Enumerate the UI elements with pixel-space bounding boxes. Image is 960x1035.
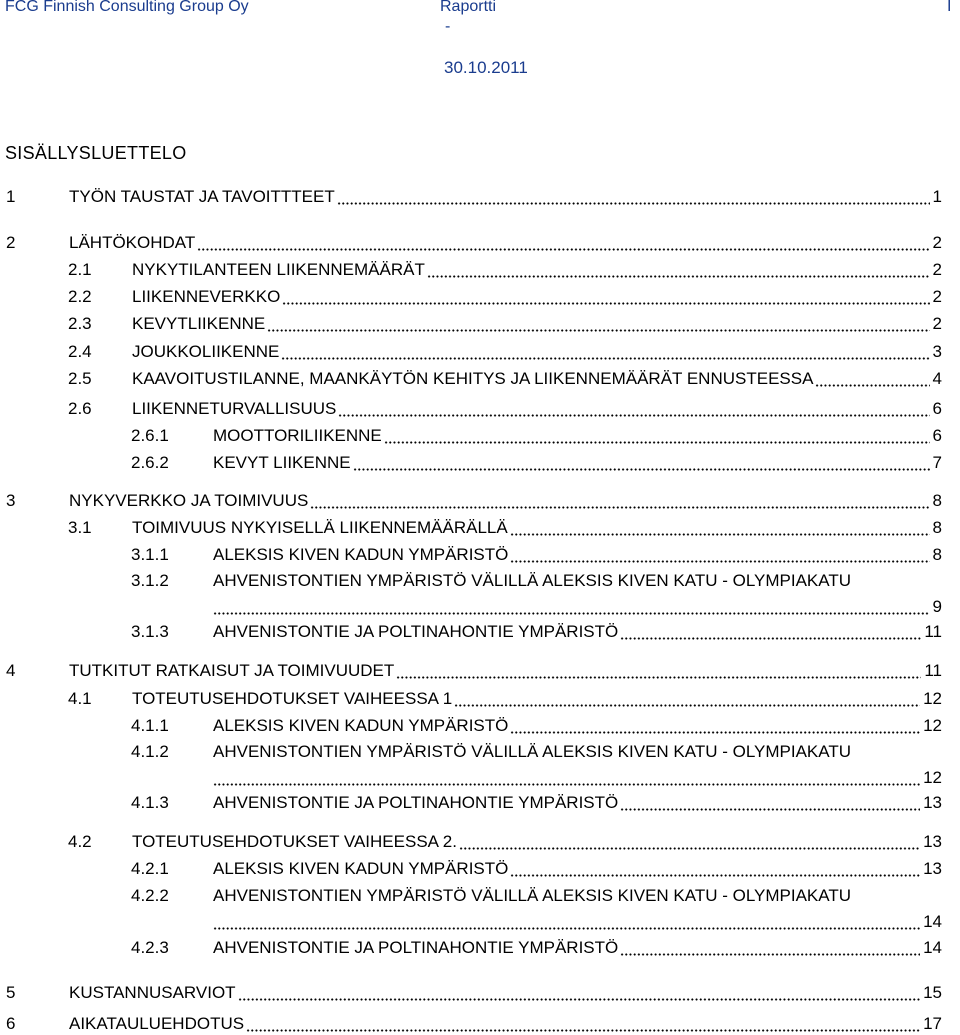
toc-entry-page: 9: [932, 597, 942, 616]
document-title: Raportti: [440, 0, 497, 15]
toc-entry[interactable]: [0, 517, 960, 539]
dot-leader: [459, 831, 920, 853]
toc-entry[interactable]: [0, 186, 960, 208]
toc-entry-number: 2.3: [68, 314, 92, 333]
toc-entry[interactable]: [0, 982, 960, 1004]
dot-leader: [213, 911, 920, 933]
toc-entry[interactable]: [0, 767, 960, 789]
toc-entry[interactable]: [0, 911, 960, 933]
toc-entry-number: 4.2: [68, 832, 92, 851]
toc-entry-title: AIKATAULUEHDOTUS: [69, 1014, 245, 1033]
toc-entry-number: 6: [6, 1014, 16, 1033]
dot-leader: [396, 660, 921, 682]
toc-entry[interactable]: [0, 885, 960, 907]
dot-leader: [815, 368, 930, 390]
toc-entry[interactable]: [0, 621, 960, 643]
toc-entry-page: 2: [932, 287, 942, 306]
toc-entry-page: 6: [932, 426, 942, 445]
dot-leader: [282, 286, 930, 308]
dot-leader: [310, 490, 930, 512]
toc-entry-page: 15: [923, 983, 942, 1002]
toc-entry[interactable]: [0, 596, 960, 618]
toc-entry-page: 12: [923, 768, 942, 787]
dot-leader: [620, 792, 920, 814]
page-marker: I: [947, 0, 952, 15]
toc-entry[interactable]: [0, 452, 960, 474]
toc-entry[interactable]: [0, 715, 960, 737]
toc-entry-title: NYKYTILANTEEN LIIKENNEMÄÄRÄT: [132, 260, 425, 279]
toc-entry-title: AHVENISTONTIE JA POLTINAHONTIE YMPÄRISTÖ: [213, 793, 619, 812]
dot-leader: [267, 313, 930, 335]
dot-leader: [620, 621, 921, 643]
toc-entry[interactable]: [0, 341, 960, 363]
dot-leader: [238, 982, 920, 1004]
toc-entry-title: TOTEUTUSEHDOTUKSET VAIHEESSA 1: [132, 689, 453, 708]
toc-entry-title: TOIMIVUUS NYKYISELLÄ LIIKENNEMÄÄRÄLLÄ: [132, 518, 508, 537]
toc-entry-number: 2.6: [68, 399, 92, 418]
toc-entry-title: ALEKSIS KIVEN KADUN YMPÄRISTÖ: [213, 716, 509, 735]
toc-entry-number: 2.6.1: [131, 426, 169, 445]
toc-entry[interactable]: [0, 831, 960, 853]
toc-entry-page: 3: [932, 342, 942, 361]
toc-entry-title: ALEKSIS KIVEN KADUN YMPÄRISTÖ: [213, 545, 509, 564]
dot-leader: [213, 596, 930, 618]
toc-entry-page: 14: [923, 912, 942, 931]
toc-entry[interactable]: [0, 858, 960, 880]
dot-leader: [353, 452, 930, 474]
toc-entry[interactable]: [0, 544, 960, 566]
toc-entry-page: 8: [932, 491, 942, 510]
toc-entry[interactable]: [0, 425, 960, 447]
dot-leader: [510, 858, 920, 880]
toc-entry-number: 2.2: [68, 287, 92, 306]
toc-entry[interactable]: [0, 937, 960, 959]
toc-entry[interactable]: [0, 286, 960, 308]
toc-entry[interactable]: [0, 368, 960, 390]
toc-entry-number: 2.1: [68, 260, 92, 279]
toc-entry[interactable]: [0, 792, 960, 814]
toc-entry-page: 2: [932, 233, 942, 252]
dot-leader: [510, 544, 930, 566]
toc-entry[interactable]: [0, 313, 960, 335]
toc-entry[interactable]: [0, 688, 960, 710]
toc-entry-title: AHVENISTONTIEN YMPÄRISTÖ VÄLILLÄ ALEKSIS KIVEN KATU - OLYMPIAKATU: [213, 742, 851, 761]
toc-entry-number: 3.1.3: [131, 622, 169, 641]
toc-entry-number: 3.1.1: [131, 545, 169, 564]
toc-entry[interactable]: [0, 570, 960, 592]
toc-entry-title: TUTKITUT RATKAISUT JA TOIMIVUUDET: [69, 661, 395, 680]
page-header: [0, 0, 960, 90]
toc-entry-page: 2: [932, 260, 942, 279]
toc-entry-page: 12: [923, 716, 942, 735]
toc-entry-page: 7: [932, 453, 942, 472]
dot-leader: [510, 715, 920, 737]
toc-entry-title: LÄHTÖKOHDAT: [69, 233, 196, 252]
document-date: 30.10.2011: [444, 58, 528, 77]
dot-leader: [620, 937, 920, 959]
toc-entry-number: 1: [6, 187, 16, 206]
toc-entry-page: 6: [932, 399, 942, 418]
toc-entry[interactable]: [0, 259, 960, 281]
toc-entry-page: 4: [932, 369, 942, 388]
toc-heading: SISÄLLYSLUETTELO: [5, 143, 187, 163]
toc-entry-number: 2.5: [68, 369, 92, 388]
toc-entry-number: 4: [6, 661, 16, 680]
toc-entry-page: 13: [923, 793, 942, 812]
toc-entry-title: KUSTANNUSARVIOT: [69, 983, 236, 1002]
dot-leader: [510, 517, 930, 539]
toc-entry[interactable]: [0, 398, 960, 420]
toc-entry-title: LIIKENNETURVALLISUUS: [132, 399, 337, 418]
toc-entry[interactable]: [0, 232, 960, 254]
toc-entry[interactable]: [0, 1013, 960, 1035]
toc-entry-title: ALEKSIS KIVEN KADUN YMPÄRISTÖ: [213, 859, 509, 878]
toc-entry-page: 13: [923, 832, 942, 851]
toc-entry-number: 2: [6, 233, 16, 252]
toc-entry-number: 3: [6, 491, 16, 510]
toc-entry-title: KAAVOITUSTILANNE, MAANKÄYTÖN KEHITYS JA LIIKENNEMÄÄRÄT ENNUSTEESSA: [132, 369, 814, 388]
toc-entry-number: 4.2.2: [131, 886, 169, 905]
dot-leader: [384, 425, 930, 447]
toc-entry-title: NYKYVERKKO JA TOIMIVUUS: [69, 491, 309, 510]
toc-entry-number: 2.6.2: [131, 453, 169, 472]
toc-entry-number: 3.1.2: [131, 571, 169, 590]
dot-leader: [213, 767, 920, 789]
dot-leader: [454, 688, 920, 710]
toc-entry-title: MOOTTORILIIKENNE: [213, 426, 382, 445]
toc-entry-page: 17: [923, 1014, 942, 1033]
toc-entry-page: 12: [923, 689, 942, 708]
toc-entry-title: AHVENISTONTIE JA POLTINAHONTIE YMPÄRISTÖ: [213, 938, 619, 957]
toc-entry-number: 3.1: [68, 518, 92, 537]
toc-entry-title: TYÖN TAUSTAT JA TAVOITTTEET: [69, 187, 335, 206]
toc-entry[interactable]: [0, 741, 960, 763]
company-name: FCG Finnish Consulting Group Oy: [5, 0, 249, 15]
toc-entry-page: 14: [923, 938, 942, 957]
toc-entry-title: AHVENISTONTIE JA POLTINAHONTIE YMPÄRISTÖ: [213, 622, 619, 641]
toc-entry-number: 4.2.1: [131, 859, 169, 878]
toc-entry[interactable]: [0, 490, 960, 512]
dot-leader: [338, 398, 930, 420]
dot-leader: [281, 341, 930, 363]
toc-entry-title: AHVENISTONTIEN YMPÄRISTÖ VÄLILLÄ ALEKSIS KIVEN KATU - OLYMPIAKATU: [213, 886, 851, 905]
toc-entry-number: 5: [6, 983, 16, 1002]
toc-entry-page: 13: [923, 859, 942, 878]
toc-entry-title: KEVYTLIIKENNE: [132, 314, 266, 333]
toc-entry-number: 2.4: [68, 342, 92, 361]
toc-entry-page: 11: [924, 661, 942, 680]
toc-entry-page: 8: [932, 518, 942, 537]
dot-leader: [427, 259, 930, 281]
toc-entry-page: 8: [932, 545, 942, 564]
toc-entry-title: KEVYT LIIKENNE: [213, 453, 351, 472]
toc-entry-number: 4.1.3: [131, 793, 169, 812]
toc-entry-number: 4.1.1: [131, 716, 169, 735]
header-dash: -: [445, 18, 451, 35]
toc-entry-title: JOUKKOLIIKENNE: [132, 342, 280, 361]
toc-entry-page: 2: [932, 314, 942, 333]
toc-entry-number: 4.2.3: [131, 938, 169, 957]
toc-entry-page: 11: [924, 622, 942, 641]
toc-entry-title: LIIKENNEVERKKO: [132, 287, 281, 306]
toc-entry-title: AHVENISTONTIEN YMPÄRISTÖ VÄLILLÄ ALEKSIS KIVEN KATU - OLYMPIAKATU: [213, 571, 851, 590]
toc-entry-page: 1: [932, 187, 942, 206]
toc-entry-number: 4.1: [68, 689, 92, 708]
dot-leader: [197, 232, 930, 254]
toc-entry[interactable]: [0, 660, 960, 682]
dot-leader: [337, 186, 930, 208]
dot-leader: [246, 1013, 920, 1035]
toc-entry-title: TOTEUTUSEHDOTUKSET VAIHEESSA 2.: [132, 832, 457, 851]
toc-entry-number: 4.1.2: [131, 742, 169, 761]
